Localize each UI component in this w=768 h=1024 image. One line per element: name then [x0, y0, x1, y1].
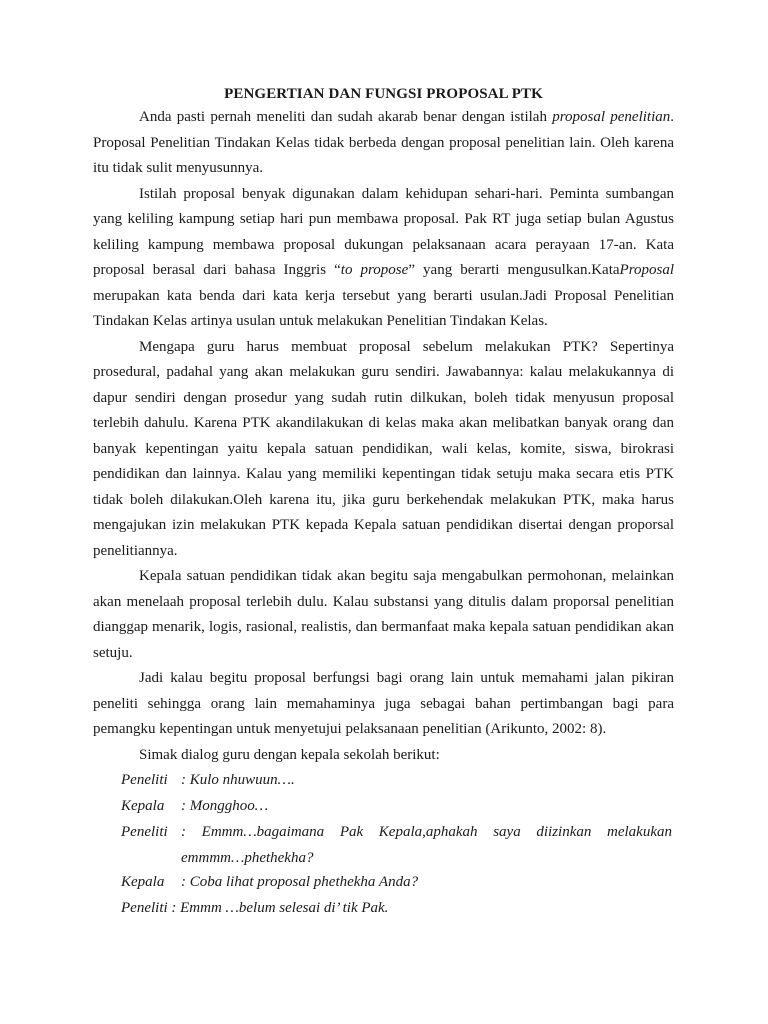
dialog-line: [93, 768, 674, 794]
dialog-speaker: Peneliti: [121, 772, 168, 788]
paragraph-2-text-e: merupakan kata benda dari kata kerja tersebut yang berarti usulan.Jadi Proposal Penelitian Tindakan Kelas artinya usulan untuk melakukan Penelitian Tindakan Kelas.: [93, 287, 674, 329]
paragraph-5: Jadi kalau begitu proposal berfungsi bagi orang lain untuk memahami jalan pikiran peneliti sehingga orang lain memahaminya juga sebagai bahan pertimbangan bagi para pemangku kepentingan untuk menyetujui pelaksanaan penelitian (Arikunto, 2002: 8).: [93, 670, 674, 737]
dialog-line: [93, 896, 674, 922]
paragraph-2-italic-to-propose: to propose: [340, 262, 409, 278]
dialog-speaker: Peneliti: [121, 824, 168, 840]
paragraph-2-text-c: ” yang berarti mengusulkan.Kata: [408, 262, 620, 278]
document-body: [93, 83, 674, 922]
paragraph-1: [93, 105, 674, 182]
dialog-speaker: Kepala: [121, 798, 165, 814]
dialog-utterance-line-1: : Emmm…bagaimana Pak Kepala,aphakah saya diizinkan melakukan: [181, 824, 672, 840]
paragraph-6: Simak dialog guru dengan kepala sekolah berikut:: [139, 746, 440, 763]
paragraph-1-italic-term: proposal penelitian: [552, 109, 671, 125]
document-title: PENGERTIAN DAN FUNGSI PROPOSAL PTK: [224, 86, 543, 102]
dialog-utterance-line-2: emmmm…phethekha?: [181, 849, 314, 866]
paragraph-3: Mengapa guru harus membuat proposal sebelum melakukan PTK? Sepertinya prosedural, padahal yang akan melakukan guru sendiri. Jawabannya: kalau melakukannya di dapur sendiri dengan prosedur yang sudah rutin dilkukan, boleh tidak menyusun proposal terlebih dahulu. Karena PTK akandilakukan di kelas maka akan melibatkan banyak orang dan banyak kepentingan yaitu kepala satuan pendidikan, wali kelas, komite, siswa, birokrasi pendidikan dan lainnya. Kalau yang memiliki kepentingan tidak setuju maka secara etis PTK tidak boleh dilakukan.Oleh karena itu, jika guru berkehendak melakukan PTK, maka harus mengajukan izin melakukan PTK kepada Kepala satuan pendidikan disertai dengan proporsal penelitiannya.: [93, 338, 674, 559]
dialog-block: [93, 768, 674, 922]
paragraph-1-text-a: Anda pasti pernah meneliti dan sudah akarab benar dengan istilah: [139, 109, 553, 125]
dialog-utterance: [181, 820, 672, 871]
dialog-utterance: : Mongghoo…: [181, 798, 269, 814]
paragraph-1-text-c: . Proposal Penelitian Tindakan Kelas tidak berbeda dengan proposal penelitian lain. Oleh karena itu tidak sulit menyusunnya.: [93, 109, 674, 176]
paragraph-2-italic-proposal: Proposal: [619, 262, 674, 278]
dialog-utterance: Peneliti : Emmm …belum selesai di’ tik Pak.: [121, 900, 389, 916]
paragraph-2-text-a: Istilah proposal benyak digunakan dalam kehidupan sehari-hari. Peminta sumbangan yang keliling kampung setiap hari pun membawa proposal. Pak RT juga setiap bulan Agustus keliling kampung membawa proposal dukungan pelaksanaan acara perayaan 17-an. Kata proposal berasal dari bahasa Inggris “: [93, 185, 674, 278]
dialog-line: [93, 820, 674, 870]
dialog-line: [93, 870, 674, 896]
dialog-utterance: : Kulo nhuwuun….: [181, 772, 295, 788]
dialog-speaker: Kepala: [121, 874, 165, 890]
paragraph-2: [93, 182, 674, 335]
dialog-line: [93, 794, 674, 820]
paragraph-4: Kepala satuan pendidikan tidak akan begitu saja mengabulkan permohonan, melainkan akan menelaah proposal terlebih dulu. Kalau substansi yang ditulis dalam proporsal penelitian dianggap menarik, logis, rasional, realistis, dan bermanfaat maka kepala satuan pendidikan akan setuju.: [93, 568, 674, 661]
dialog-utterance: : Coba lihat proposal phethekha Anda?: [181, 874, 419, 890]
